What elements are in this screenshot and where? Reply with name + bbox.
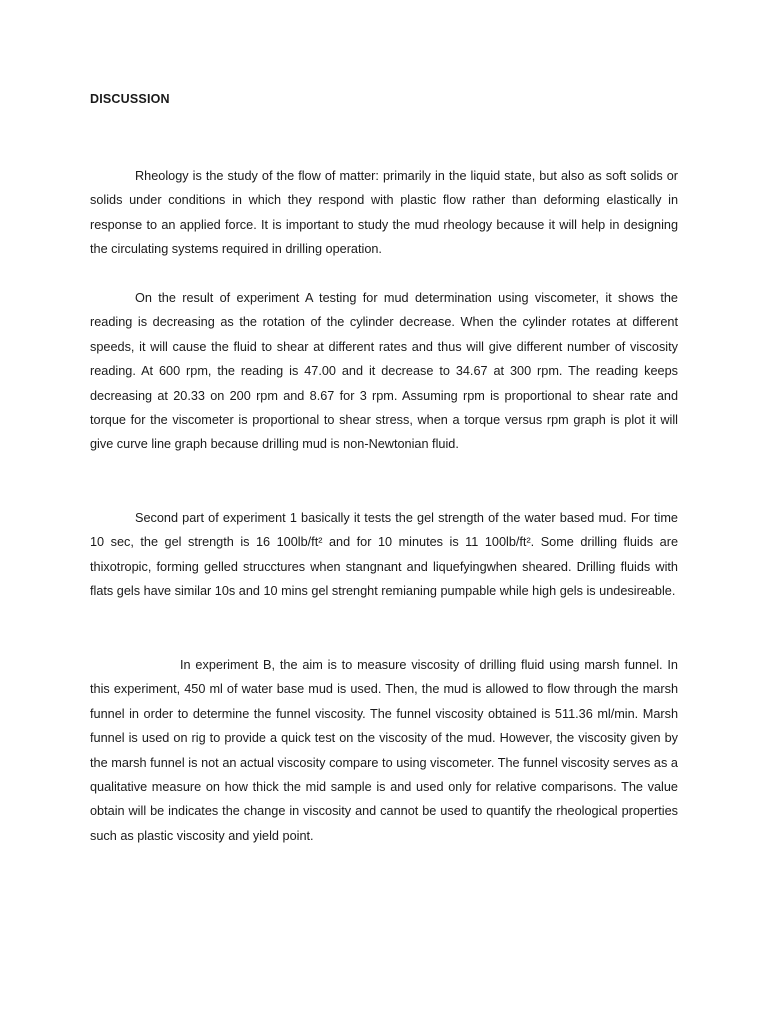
paragraph-gel-strength: Second part of experiment 1 basically it tests the gel strength of the water based mud. For time 10 sec, the gel strength is 16 100lb/ft² and for 10 minutes is 11 100lb/ft². Some drilling fluids are thixotropic, forming gelled strucctures when stangnant and liquefyingwhen sheared. Drilling fluids with flats gels have similar 10s and 10 mins gel strenght remianing pumpable while high gels is undesireable. [90, 511, 678, 599]
paragraph-experiment-b: In experiment B, the aim is to measure viscosity of drilling fluid using marsh funnel. In this experiment, 450 ml of water base mud is used. Then, the mud is allowed to flow through the marsh funnel in order to determine the funnel viscosity. The funnel viscosity obtained is 511.36 ml/min. Marsh funnel is used on rig to provide a quick test on the viscosity of the mud. However, the viscosity given by the marsh funnel is not an actual viscosity compare to using viscometer. The funnel viscosity serves as a qualitative measure on how thick the mid sample is and used only for relative comparisons. The value obtain will be indicates the change in viscosity and cannot be used to quantify the rheological properties such as plastic viscosity and yield point. [90, 658, 678, 843]
paragraph-experiment-a: On the result of experiment A testing for mud determination using viscometer, it shows the reading is decreasing as the rotation of the cylinder decrease. When the cylinder rotates at different speeds, it will cause the fluid to shear at different rates and thus will give different number of viscosity reading. At 600 rpm, the reading is 47.00 and it decrease to 34.67 at 300 rpm. The reading keeps decreasing at 20.33 on 200 rpm and 8.67 for 3 rpm. Assuming rpm is proportional to shear rate and torque for the viscometer is proportional to shear stress, when a torque versus rpm graph is plot it will give curve line graph because drilling mud is non-Newtonian fluid. [90, 291, 678, 452]
paragraph-rheology-intro: Rheology is the study of the flow of matter: primarily in the liquid state, but also as soft solids or solids under conditions in which they respond with plastic flow rather than deforming elastically in response to an applied force. It is important to study the mud rheology because it will help in designing the circulating systems required in drilling operation. [90, 169, 678, 257]
section-heading: DISCUSSION [90, 92, 170, 106]
